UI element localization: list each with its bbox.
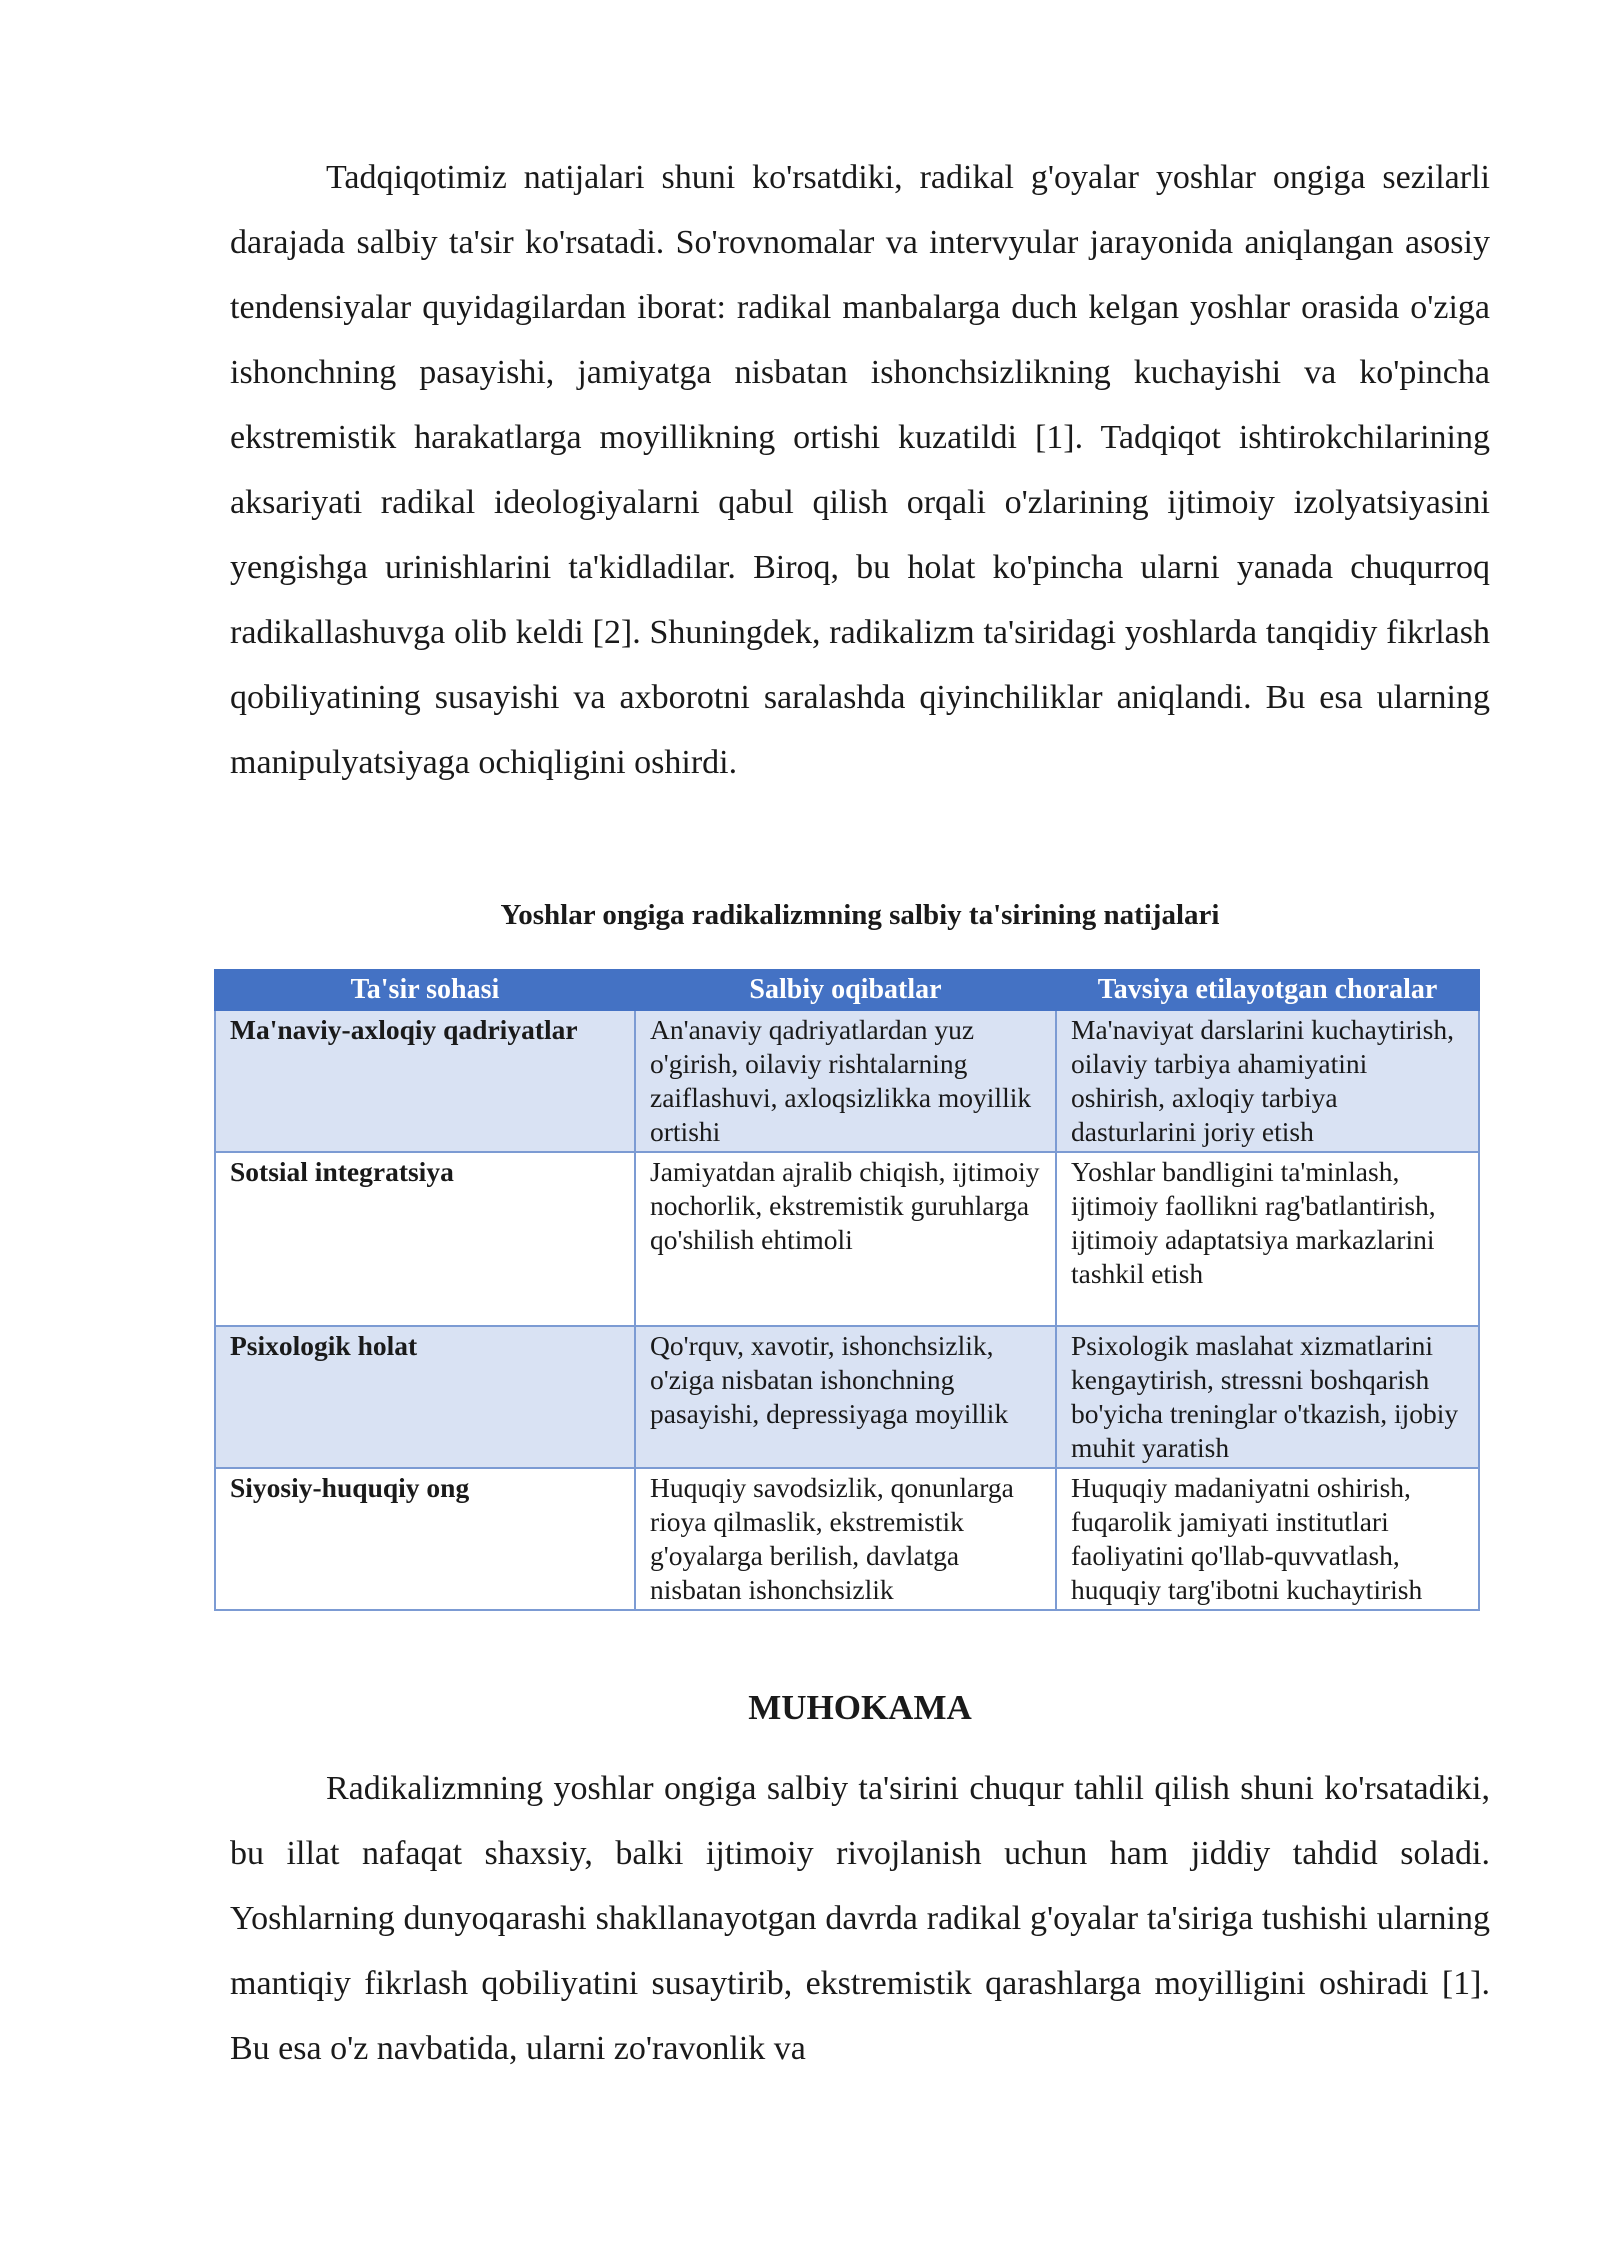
measures-cell: Yoshlar bandligini ta'minlash, ijtimoiy faollikni rag'batlantirish, ijtimoiy adaptatsiya markazlarini tashkil etish [1056,1152,1479,1326]
table-row [215,1010,1479,1152]
header-recommended-measures: Tavsiya etilayotgan choralar [1056,970,1479,1010]
table-row [215,1468,1479,1610]
discussion-paragraph: Radikalizmning yoshlar ongiga salbiy ta'sirini chuqur tahlil qilish shuni ko'rsatadiki, bu illat nafaqat shaxsiy, balki ijtimoiy rivojlanish uchun ham jiddiy tahdid soladi. Yoshlarning dunyoqarashi shakllanayotgan davrda radikal g'oyalar ta'siriga tushishi ularning mantiqiy fikrlash qobiliyatini susaytirib, ekstremistik qarashlarga moyilligini oshiradi [1]. Bu esa o'z navbatida, ularni zo'ravonlik va [230,1770,1490,2067]
table-header-row [215,970,1479,1010]
impact-area-cell: Psixologik holat [215,1326,635,1468]
impact-area-cell: Sotsial integratsiya [215,1152,635,1326]
header-negative-consequences: Salbiy oqibatlar [635,970,1056,1010]
table-row [215,1152,1479,1326]
impact-area-cell: Ma'naviy-axloqiy qadriyatlar [215,1010,635,1152]
consequences-cell: Huquqiy savodsizlik, qonunlarga rioya qilmaslik, ekstremistik g'oyalarga berilish, davlatga nisbatan ishonchsizlik [635,1468,1056,1610]
results-paragraph: Tadqiqotimiz natijalari shuni ko'rsatdiki, radikal g'oyalar yoshlar ongiga sezilarli darajada salbiy ta'sir ko'rsatadi. So'rovnomalar va intervyular jarayonida aniqlangan asosiy tendensiyalar quyidagilardan iborat: radikal manbalarga duch kelgan yoshlar orasida o'ziga ishonchning pasayishi, jamiyatga nisbatan ishonchsizlikning kuchayishi va ko'pincha ekstremistik harakatlarga moyillikning ortishi kuzatildi [1]. Tadqiqot ishtirokchilarining aksariyati radikal ideologiyalarni qabul qilish orqali o'zlarining ijtimoiy izolyatsiyasini yengishga urinishlarini ta'kidladilar. Biroq, bu holat ko'pincha ularni yanada chuqurroq radikallashuvga olib keldi [2]. Shuningdek, radikalizm ta'siridagi yoshlarda tanqidiy fikrlash qobiliyatining susayishi va axborotni saralashda qiyinchiliklar aniqlandi. Bu esa ularning manipulyatsiyaga ochiqligini oshirdi. [230,159,1490,781]
header-impact-area: Ta'sir sohasi [215,970,635,1010]
section-heading: MUHOKAMA [748,1688,972,1727]
measures-cell: Huquqiy madaniyatni oshirish, fuqarolik jamiyati institutlari faoliyatini qo'llab-quvvatlash, huquqiy targ'ibotni kuchaytirish [1056,1468,1479,1610]
impact-area-cell: Siyosiy-huquqiy ong [215,1468,635,1610]
impact-table [214,969,1480,1611]
table-caption: Yoshlar ongiga radikalizmning salbiy ta'sirining natijalari [500,899,1220,931]
consequences-cell: Qo'rquv, xavotir, ishonchsizlik, o'ziga nisbatan ishonchning pasayishi, depressiyaga moyillik [635,1326,1056,1468]
measures-cell: Psixologik maslahat xizmatlarini kengaytirish, stressni boshqarish bo'yicha treninglar o'tkazish, ijobiy muhit yaratish [1056,1326,1479,1468]
consequences-cell: An'anaviy qadriyatlardan yuz o'girish, oilaviy rishtalarning zaiflashuvi, axloqsizlikka moyillik ortishi [635,1010,1056,1152]
table-row [215,1326,1479,1468]
measures-cell: Ma'naviyat darslarini kuchaytirish, oilaviy tarbiya ahamiyatini oshirish, axloqiy tarbiya dasturlarini joriy etish [1056,1010,1479,1152]
consequences-cell: Jamiyatdan ajralib chiqish, ijtimoiy nochorlik, ekstremistik guruhlarga qo'shilish ehtimoli [635,1152,1056,1326]
